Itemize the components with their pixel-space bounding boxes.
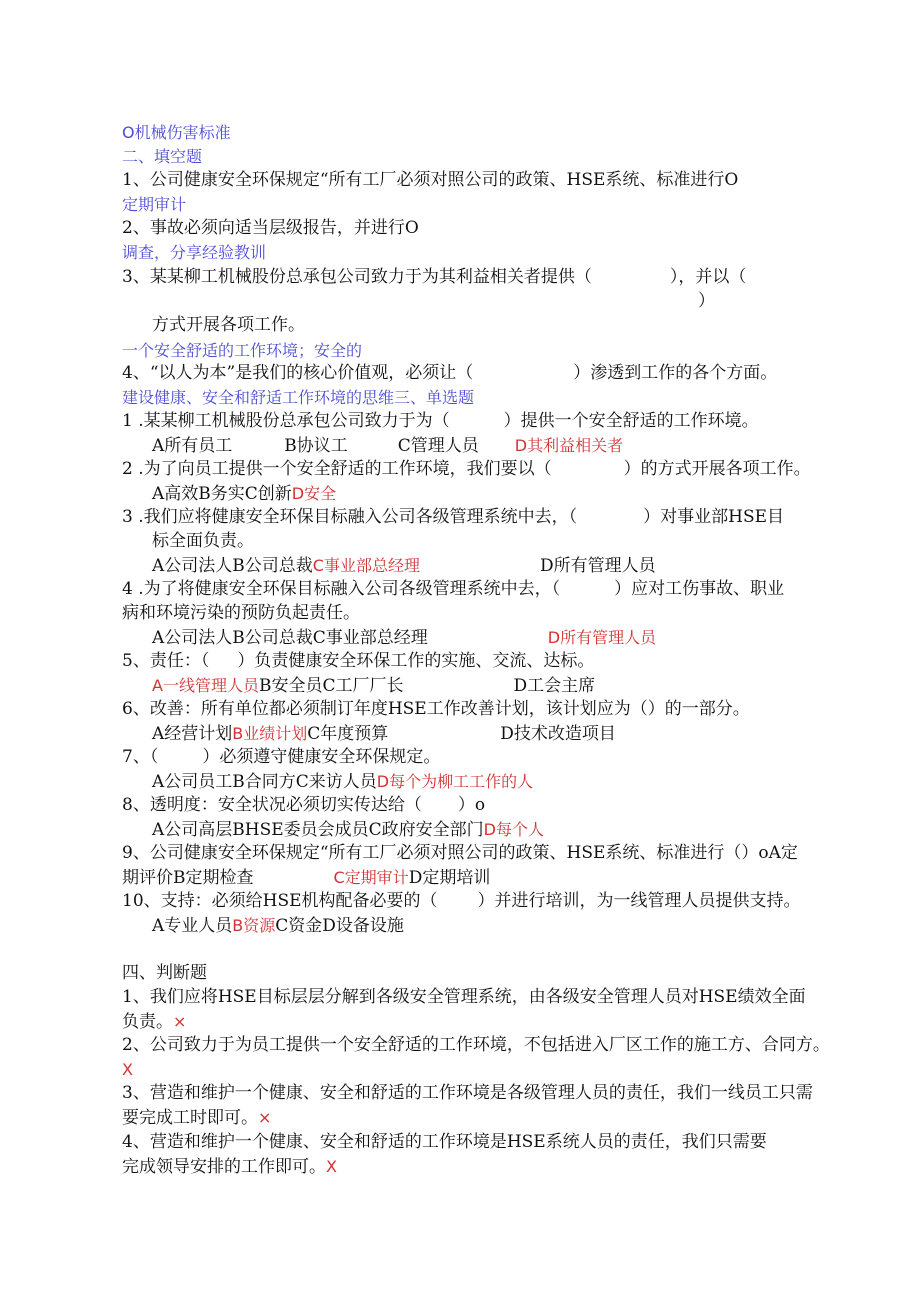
correct-answer: B资源 (232, 916, 276, 935)
correct-answer: C定期审计 (333, 868, 409, 887)
options-line (122, 866, 490, 890)
option: A公司高层BHSE委员会成员C政府安全部门 (152, 820, 484, 840)
question-text: 8、透明度：安全状况必须切实传达给（ (122, 795, 422, 815)
question-text: 要完成工时即可。 (122, 1108, 258, 1128)
options-line (152, 674, 595, 698)
options-line (152, 626, 656, 650)
question-line: 方式开展各项工作。 (152, 315, 305, 335)
question-line (122, 1155, 337, 1179)
question-line: ） (698, 291, 715, 311)
question-text: ）o (457, 795, 486, 815)
section-heading: 二、填空题 (122, 147, 203, 166)
answer-line: 一个安全舒适的工作环境；安全的 (122, 341, 363, 360)
question-line (122, 650, 594, 673)
correct-answer: D每个为柳工工作的人 (376, 772, 534, 791)
answer-line: 调查，分享经验教训 (122, 243, 267, 262)
question-text: ）的方式开展各项工作。 (623, 459, 811, 479)
question-line (122, 578, 784, 601)
question-text: 负责。 (122, 1012, 173, 1032)
correct-answer: A一线管理人员 (152, 676, 259, 695)
options-line (152, 818, 544, 842)
question-line (122, 410, 759, 433)
question-text: 1 .某某柳工机械股份总承包公司致力于为（ (122, 411, 450, 431)
question-line: 6、改善：所有单位都必须制订年度HSE工作改善计划，该计划应为（）的一部分。 (122, 699, 750, 719)
question-line: 4、营造和维护一个健康、安全和舒适的工作环境是HSE系统人员的责任，我们只需要 (122, 1132, 767, 1152)
question-line: 1、公司健康安全环保规定“所有工厂必须对照公司的政策、HSE系统、标准进行O (122, 170, 739, 190)
question-text: 4 .为了将健康安全环保目标融入公司各级管理系统中去，（ (122, 579, 561, 599)
question-line: 病和环境污染的预防负起责任。 (122, 603, 360, 623)
question-text: ）对事业部HSE目 (643, 507, 785, 527)
false-mark: × (173, 1012, 187, 1031)
question-text: ）并进行培训，为一线管理人员提供支持。 (477, 891, 801, 911)
option: A公司法人B公司总裁 (152, 556, 313, 576)
false-mark: × (258, 1108, 272, 1127)
options-line (152, 914, 404, 938)
options-line (152, 434, 623, 458)
option: D工会主席 (513, 676, 596, 696)
question-text: ）提供一个安全舒适的工作环境。 (503, 411, 759, 431)
option: A公司员工B合同方C来访人员 (152, 772, 377, 792)
correct-answer: D安全 (291, 484, 337, 503)
question-line (122, 1106, 271, 1130)
question-text: 7、（ (122, 747, 159, 767)
answer-line: O机械伤害标准 (122, 123, 231, 142)
answer-line: 建设健康、安全和舒适工作环境的思维三、单选题 (122, 388, 475, 407)
question-line: 3、营造和维护一个健康、安全和舒适的工作环境是各级管理人员的责任，我们一线员工只需 (122, 1083, 813, 1103)
correct-answer: C事业部总经理 (312, 556, 420, 575)
option: D所有管理人员 (539, 556, 656, 576)
option: A经营计划 (152, 724, 233, 744)
question-line (122, 506, 784, 529)
section-heading: 四、判断题 (122, 963, 207, 983)
option: D定期培训 (408, 868, 491, 888)
question-text: 3、某某柳工机械股份总承包公司致力于为其利益相关者提供（ (122, 267, 592, 287)
false-mark: X (326, 1157, 337, 1176)
question-text: ）负责健康安全环保工作的实施、交流、达标。 (237, 651, 595, 671)
correct-answer: B业绩计划 (232, 724, 308, 743)
question-line: 2、事故必须向适当层级报告，并进行O (122, 218, 419, 238)
question-line: 1、我们应将HSE目标层层分解到各级安全管理系统，由各级安全管理人员对HSE绩效全面 (122, 987, 806, 1007)
answer-line: 定期审计 (122, 195, 187, 214)
option: A所有员工 (152, 436, 233, 456)
question-text: 完成领导安排的工作即可。 (122, 1157, 326, 1177)
question-text: ），并以（ (669, 267, 747, 287)
question-text: ）应对工伤事故、职业 (614, 579, 785, 599)
question-line: 2、公司致力于为员工提供一个安全舒适的工作环境，不包括进入厂区工作的施工方、合同方。 (122, 1035, 830, 1055)
question-line (122, 458, 811, 481)
question-line (122, 266, 746, 289)
question-line: 标全面负责。 (152, 531, 254, 551)
correct-answer: D其利益相关者 (514, 436, 624, 455)
question-line (122, 890, 801, 913)
option: C管理人员 (397, 436, 479, 456)
option: C资金D设备设施 (275, 916, 404, 936)
question-line (122, 794, 485, 817)
question-text: 5、责任：（ (122, 651, 210, 671)
false-mark: X (122, 1060, 133, 1079)
option: D技术改造项目 (500, 724, 616, 744)
options-line (152, 554, 656, 578)
question-text: 10、支持：必须给HSE机构配备必要的（ (122, 891, 438, 911)
question-text: 3 .我们应将健康安全环保目标融入公司各级管理系统中去，（ (122, 507, 578, 527)
question-text: 2 .为了向员工提供一个安全舒适的工作环境，我们要以（ (122, 459, 552, 479)
question-line (122, 362, 777, 385)
option: A高效B务实C创新 (152, 484, 292, 504)
question-line: 9、公司健康安全环保规定“所有工厂必须对照公司的政策、HSE系统、标准进行（）oA定 (122, 843, 798, 863)
option: B安全员C工厂厂长 (258, 676, 404, 696)
options-line (152, 722, 616, 746)
option: 期评价B定期检查 (122, 868, 254, 888)
options-line (152, 770, 533, 794)
correct-answer: D所有管理人员 (547, 628, 657, 647)
option: C年度预算 (307, 724, 389, 744)
question-line (122, 746, 440, 769)
question-text: ）必须遵守健康安全环保规定。 (202, 747, 441, 767)
option: A专业人员 (152, 916, 233, 936)
option: A公司法人B公司总裁C事业部总经理 (152, 628, 428, 648)
question-line (122, 1010, 186, 1034)
options-line (152, 482, 336, 506)
correct-answer: D每个人 (483, 820, 544, 839)
question-text: ）渗透到工作的各个方面。 (573, 363, 778, 383)
question-text: 4、“以人为本”是我们的核心价值观，必须让（ (122, 363, 474, 383)
option: B协议工 (284, 436, 348, 456)
